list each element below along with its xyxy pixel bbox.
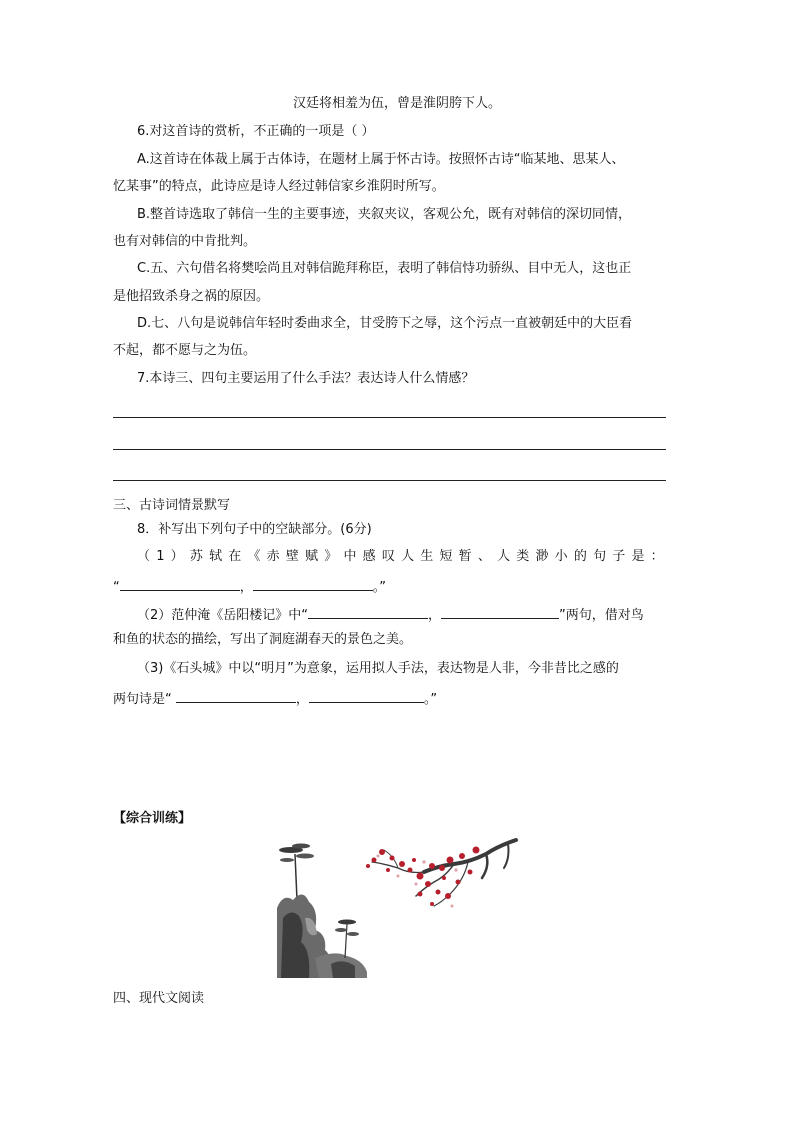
answer-line-1[interactable] <box>113 417 666 418</box>
s2-tail: ”两句，借对鸟 <box>559 608 644 623</box>
q8-s1-line1: （1）苏轼在《赤壁赋》中感叹人生短暂、人类渺小的句子是： <box>137 549 670 564</box>
pine-tree-top <box>279 844 314 901</box>
rock-formation <box>277 894 367 978</box>
s3-head: 两句诗是“ <box>113 692 176 707</box>
blank-s1-a[interactable] <box>120 576 240 591</box>
q8-s2-line1 <box>137 604 644 625</box>
q6-option-d-line1: D.七、八句是说韩信年轻时委曲求全，甘受胯下之辱，这个污点一直被朝廷中的大臣看 <box>137 316 633 331</box>
blank-s1-b[interactable] <box>253 576 373 591</box>
plum-blossom-illustration <box>358 836 518 914</box>
blank-s2-b[interactable] <box>441 604 559 619</box>
q6-stem: 6.对这首诗的赏析，不正确的一项是（ ） <box>137 124 375 139</box>
q8-s1-line2 <box>113 576 386 597</box>
end-quote: 。” <box>372 580 387 595</box>
q6-option-c-line2: 是他招致杀身之祸的原因。 <box>113 289 270 304</box>
section4-title: 四、现代文阅读 <box>113 991 205 1006</box>
open-quote: “ <box>113 580 120 595</box>
q6-option-d-line2: 不起，都不愿与之为伍。 <box>113 343 257 358</box>
comma: ， <box>295 692 309 707</box>
comma: ， <box>428 608 442 623</box>
q8-s3-line2 <box>113 688 437 709</box>
training-title: 【综合训练】 <box>113 811 192 826</box>
section3-title: 三、古诗词情景默写 <box>113 498 231 513</box>
q7-stem: 7.本诗三、四句主要运用了什么手法？表达诗人什么情感？ <box>137 371 475 386</box>
q6-option-b-line2: 也有对韩信的中肯批判。 <box>113 234 257 249</box>
ink-landscape-illustration <box>275 838 370 978</box>
plum-branch <box>372 840 516 906</box>
answer-line-3[interactable] <box>113 480 666 481</box>
blank-s2-a[interactable] <box>308 604 428 619</box>
pine-tree-small <box>335 920 359 959</box>
q6-option-a-line2: 忆某事”的特点，此诗应是诗人经过韩信家乡淮阴时所写。 <box>113 179 445 194</box>
q6-option-a-line1: A.这首诗在体裁上属于古体诗，在题材上属于怀古诗。按照怀古诗“临某地、思某人、 <box>137 152 625 167</box>
s2-head: （2）范仲淹《岳阳楼记》中“ <box>137 608 309 623</box>
blank-s3-b[interactable] <box>309 688 424 703</box>
blank-s3-a[interactable] <box>176 688 296 703</box>
answer-line-2[interactable] <box>113 449 666 450</box>
q8-stem: 8．补写出下列句子中的空缺部分。(6分) <box>137 522 372 537</box>
end-quote: 。” <box>423 692 438 707</box>
plum-buds <box>377 855 458 908</box>
q6-option-c-line1: C.五、六句借名将樊哙尚且对韩信跪拜称臣，表明了韩信恃功骄纵、目中无人，这也正 <box>137 261 632 276</box>
q6-option-b-line1: B.整首诗选取了韩信一生的主要事迹，夹叙夹议，客观公允，既有对韩信的深切同情， <box>137 207 632 222</box>
q8-s2-line2: 和鱼的状态的描绘，写出了洞庭湖春天的景色之美。 <box>113 632 413 647</box>
comma: ， <box>239 580 253 595</box>
q8-s3-line1: （3)《石头城》中以“明月”为意象，运用拟人手法，表达物是人非，今非昔比之感的 <box>137 661 619 676</box>
poem-last-line: 汉廷将相羞为伍，曾是淮阴胯下人。 <box>292 96 501 111</box>
